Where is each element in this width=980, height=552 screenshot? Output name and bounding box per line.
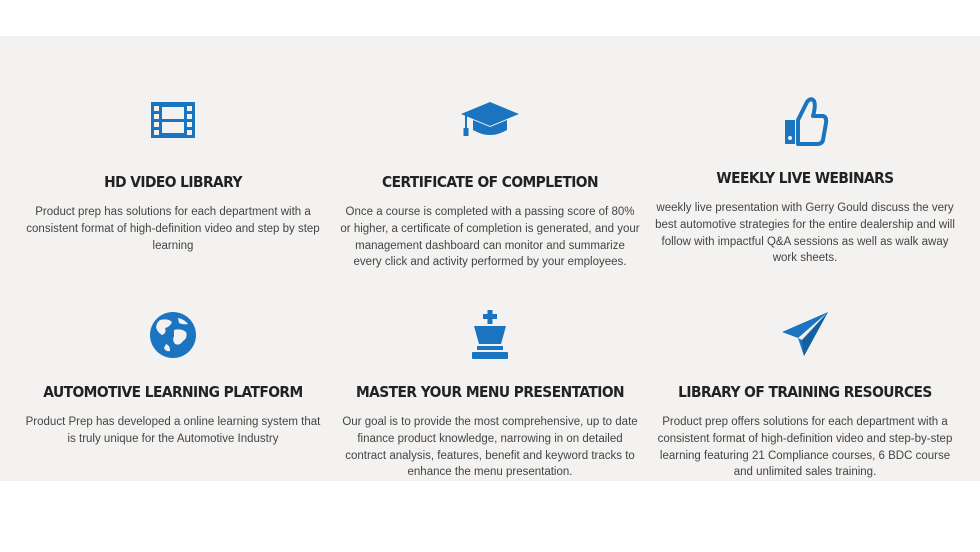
feature-certificate-of-completion (340, 100, 640, 271)
feature-title: HD VIDEO LIBRARY (104, 173, 242, 191)
paper-plane-icon (655, 310, 955, 360)
feature-title: MASTER YOUR MENU PRESENTATION (355, 383, 625, 401)
feature-description: Product prep offers solutions for each department with a consistent format of high-definition video and step-by-step learning featuring 21 Compliance courses, 6 BDC course and unlimited sales training. (657, 416, 953, 479)
feature-title: LIBRARY OF TRAINING RESOURCES (678, 383, 932, 401)
feature-description: Once a course is completed with a passing score of 80% or higher, a certificate of completion is generated, and your management dashboard can monitor and summarize every click and activity performed by your employees. (340, 206, 640, 269)
feature-title: WEEKLY LIVE WEBINARS (716, 169, 894, 187)
feature-description: weekly live presentation with Gerry Gould discuss the very best automotive strategies for the entire dealership and will follow with impactful Q&A sessions as well as walk away work sheets. (655, 202, 955, 265)
feature-description: Our goal is to provide the most comprehensive, up to date finance product knowledge, narrowing in on detailed contract analysis, features, benefit and keyword tracks to enhance the menu presentation. (342, 416, 638, 479)
feature-description: Product prep has solutions for each department with a consistent format of high-definition video and step by step learning (26, 206, 320, 252)
feature-title: AUTOMOTIVE LEARNING PLATFORM (43, 383, 303, 401)
chess-king-icon (340, 310, 640, 360)
film-icon (23, 100, 323, 150)
feature-automotive-learning-platform (23, 310, 323, 448)
feature-weekly-live-webinars (655, 96, 955, 267)
thumbs-up-icon (655, 96, 955, 146)
feature-description: Product Prep has developed a online learning system that is truly unique for the Automotive Industry (25, 416, 321, 445)
feature-hd-video-library (23, 100, 323, 254)
feature-master-your-menu-presentation (340, 310, 640, 481)
globe-icon (23, 310, 323, 360)
features-section (0, 36, 980, 481)
feature-library-of-training-resources (655, 310, 955, 481)
graduation-cap-icon (340, 100, 640, 150)
feature-title: CERTIFICATE OF COMPLETION (382, 173, 598, 191)
